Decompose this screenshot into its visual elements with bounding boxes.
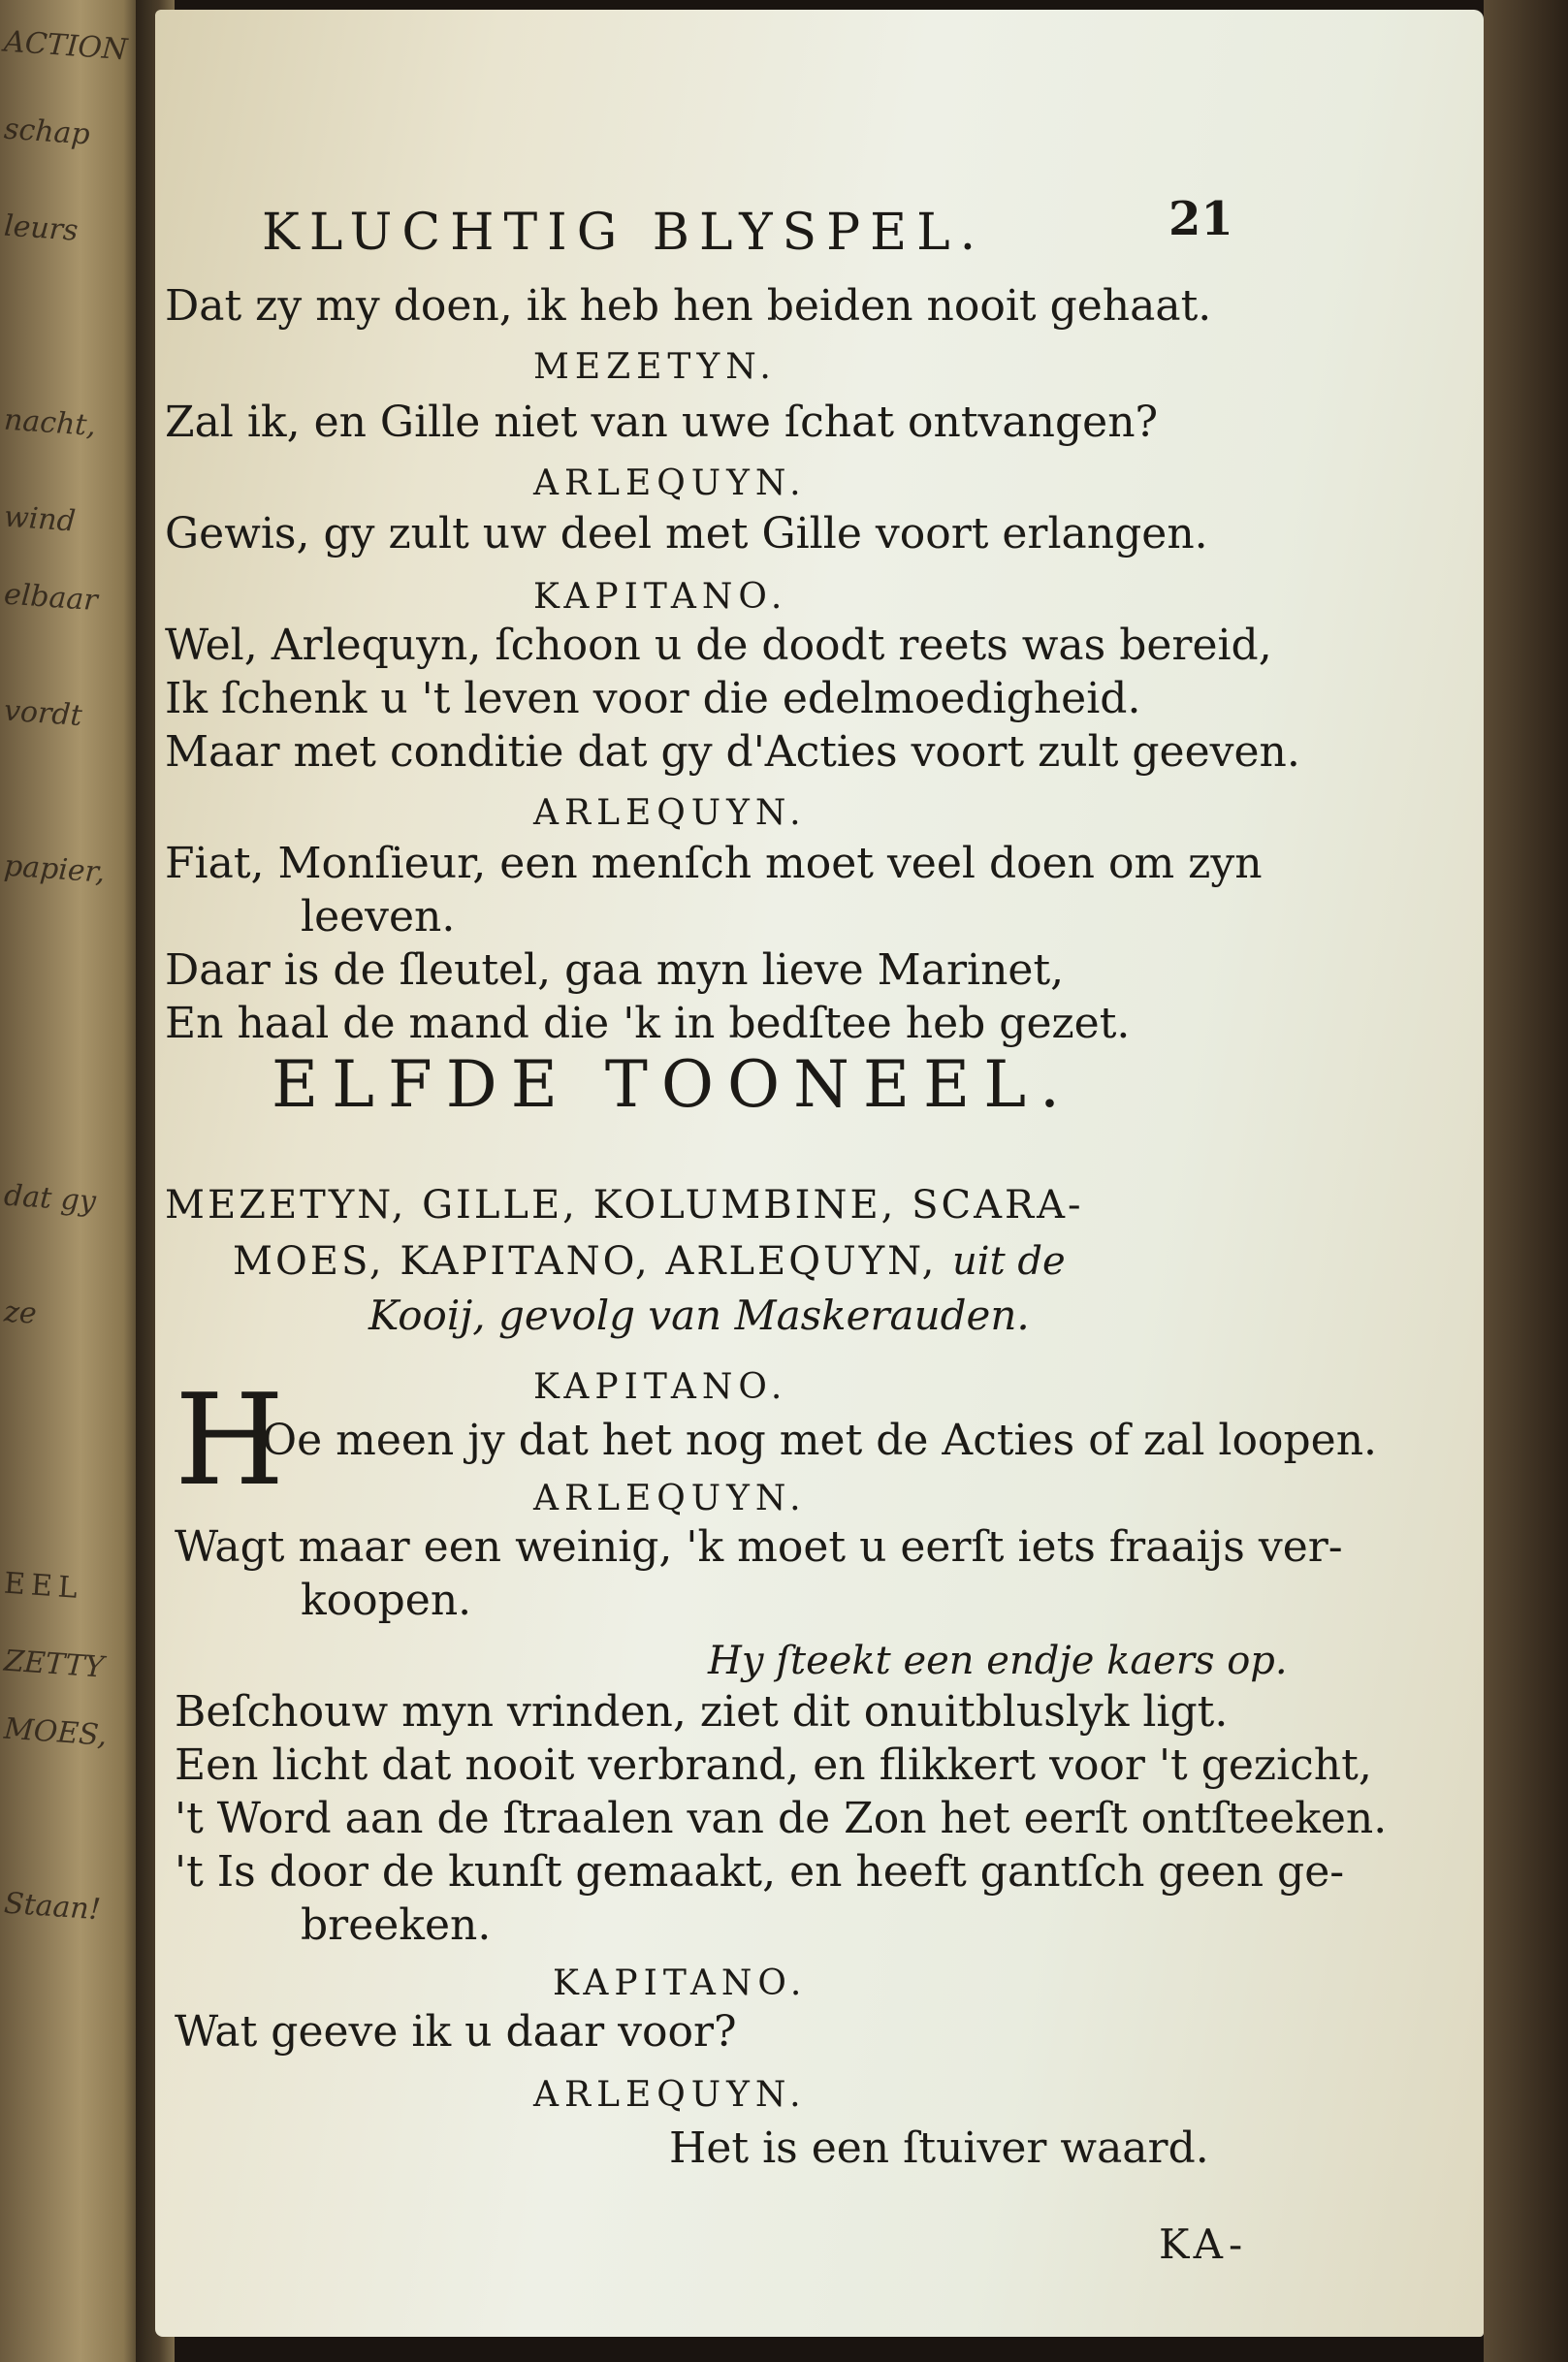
verse-line: Een licht dat nooit verbrand, en flikkert voor 't gezicht, (175, 1740, 1372, 1790)
left-page-edge (0, 0, 145, 2362)
left-page-fragment: dat gy (2, 1178, 97, 1220)
verse-line-continuation: leeven. (301, 892, 456, 942)
left-page-fragment: wind (2, 499, 78, 539)
page-number: 21 (1168, 192, 1233, 246)
left-page-fragment: EEL (2, 1566, 84, 1607)
left-page-fragment: leurs (2, 208, 80, 248)
left-page-fragment: ZETTY (2, 1644, 106, 1685)
drop-capital: H (175, 1366, 285, 1514)
left-page-fragment: papier, (2, 848, 107, 890)
verse-line: Maar met conditie dat gy d'Acties voort zult geeven. (165, 727, 1300, 777)
speaker-name: KAPITANO. (533, 577, 788, 617)
verse-line: 't Word aan de ſtraalen van de Zon het eerſt ontſteeken. (175, 1794, 1388, 1843)
speaker-name: ARLEQUYN. (533, 2075, 807, 2115)
speaker-name: ARLEQUYN. (533, 793, 807, 833)
cast-list-line: MEZETYN, GILLE, KOLUMBINE, SCARA- (165, 1183, 1084, 1228)
page-content (155, 10, 1484, 2337)
verse-line: Oe meen jy dat het nog met de Acties of zal loopen. (262, 1416, 1378, 1465)
background-edge (1484, 0, 1568, 2362)
verse-line: 't Is door de kunſt gemaakt, en heeft gantſch geen ge- (175, 1847, 1345, 1897)
verse-line: Wel, Arlequyn, ſchoon u de doodt reets was bereid, (165, 621, 1272, 670)
verse-line: Het is een ſtuiver waard. (669, 2123, 1209, 2173)
left-page-fragment: elbaar (2, 577, 99, 619)
cast-list-names: MOES, KAPITANO, ARLEQUYN, (233, 1239, 938, 1284)
running-head: KLUCHTIG BLYSPEL. (262, 204, 986, 262)
verse-line: Zal ik, en Gille niet van uwe ſchat ontvangen? (165, 398, 1159, 447)
cast-list-line (233, 1239, 1066, 1284)
book-page (155, 10, 1484, 2337)
scene-title: ELFDE TOONEEL. (272, 1047, 1074, 1122)
speaker-name: ARLEQUYN. (533, 1479, 807, 1518)
speaker-name: MEZETYN. (533, 347, 777, 387)
cast-list-line: Kooij, gevolg van Maskerauden. (368, 1292, 1030, 1339)
verse-line: En haal de mand die 'k in bedſtee heb gezet. (165, 999, 1131, 1048)
left-page-fragment: schap (2, 112, 91, 152)
left-page-fragment: ACTION (2, 24, 129, 68)
verse-line: Wat geeve ik u daar voor? (175, 2007, 737, 2057)
verse-line-continuation: breeken. (301, 1900, 492, 1950)
catchword: KA- (1159, 2220, 1249, 2268)
speaker-name: KAPITANO. (553, 1963, 808, 2003)
verse-line: Wagt maar een weinig, 'k moet u eerſt iets fraaijs ver- (175, 1522, 1343, 1572)
verse-line: Dat zy my doen, ik heb hen beiden nooit gehaat. (165, 281, 1212, 331)
verse-line: Daar is de ſleutel, gaa myn lieve Marinet, (165, 945, 1065, 995)
left-page-fragment: ze (2, 1294, 38, 1331)
cast-list-direction: uit de (952, 1239, 1066, 1284)
left-page-fragment: nacht, (2, 402, 98, 444)
verse-line: Fiat, Monſieur, een menſch moet veel doen om zyn (165, 839, 1263, 888)
stage-direction: Hy ſteekt een endje kaers op. (708, 1639, 1288, 1683)
verse-line: Ik ſchenk u 't leven voor die edelmoedigheid. (165, 674, 1141, 723)
speaker-name: KAPITANO. (533, 1367, 788, 1407)
verse-line: Gewis, gy zult uw deel met Gille voort erlangen. (165, 509, 1208, 559)
left-page-fragment: MOES, (2, 1711, 109, 1753)
verse-line: Beſchouw myn vrinden, ziet dit onuitbluslyk ligt. (175, 1687, 1229, 1737)
speaker-name: ARLEQUYN. (533, 463, 807, 503)
left-page-fragment: Staan! (2, 1886, 102, 1928)
verse-line-continuation: koopen. (301, 1576, 472, 1625)
left-page-fragment: vordt (2, 693, 83, 734)
